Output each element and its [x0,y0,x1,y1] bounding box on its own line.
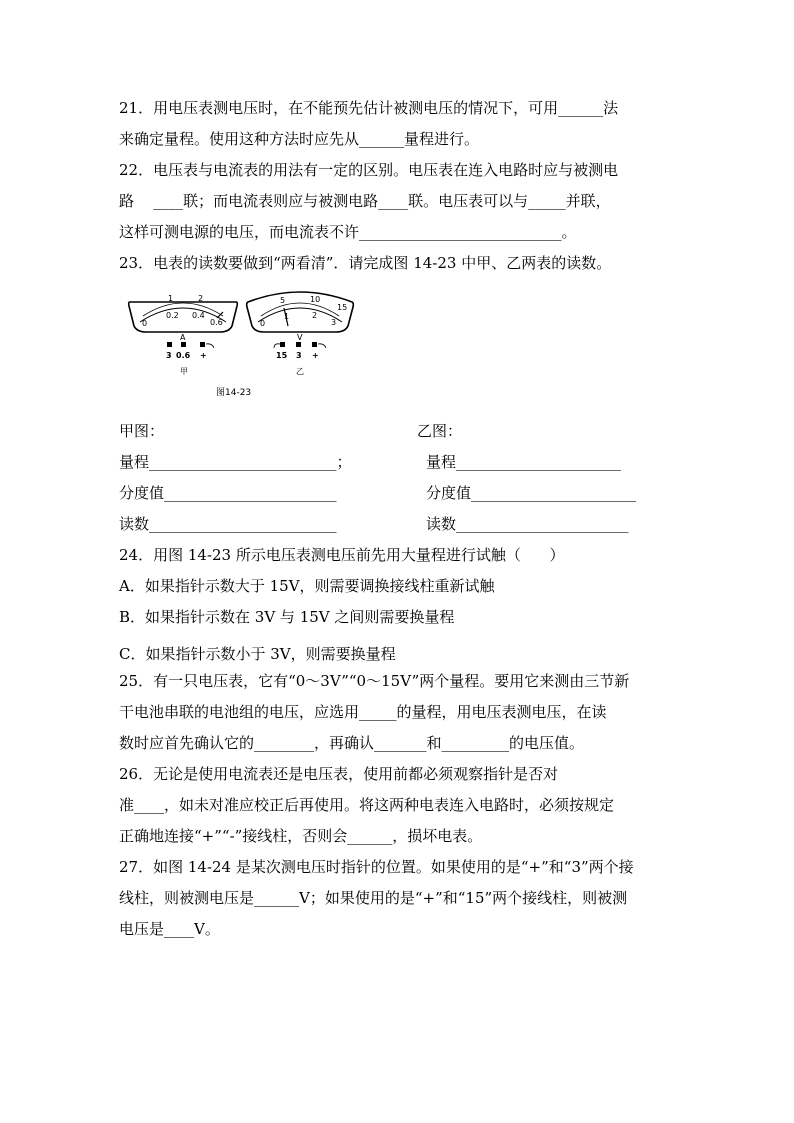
q22-text-1: 22．电压表与电流表的用法有一定的区别。电压表在连入电路时应与被测电 [119,161,619,179]
q22-text-2: 路 ____联；而电流表则应与被测电路____联。电压表可以与_____并联， [119,192,611,210]
voltmeter-top-label-1: 5 [280,296,286,305]
q25-text-1: 25．有一只电压表，它有“0～3V”“0～15V”两个量程。要用它来测由三节新 [119,672,630,690]
q23-text-1: 23．电表的读数要做到“两看清”．请完成图 14-23 中甲、乙两表的读数。 [119,254,612,272]
q21-text-1: 21．用电压表测电压时，在不能预先估计被测电压的情况下，可用______法 [119,99,619,117]
jia-reading [119,514,337,534]
jia-range-text: 量程_________________________； [119,453,352,471]
q22-line-1 [119,160,618,180]
jia-range [119,452,352,472]
ammeter-terminal-label-1: 3 [166,351,172,360]
ammeter-label: 甲 [180,367,188,376]
yi-division-text: 分度值______________________ [426,484,637,502]
voltmeter-terminal-plus [312,342,317,347]
yi-reading [426,514,629,534]
voltmeter-bottom-label-2: 1 [284,312,290,321]
ammeter-unit: A [180,333,186,342]
voltmeter-bottom-label-4: 3 [331,318,337,327]
meter-figure-svg [124,288,364,398]
q26-line-2 [119,795,614,815]
q26-line-1 [119,764,558,784]
jia-heading-text: 甲图： [119,422,165,440]
q24-option-b [119,607,454,627]
yi-range-text: 量程______________________ [426,453,622,471]
ammeter-top-label-2: 2 [198,294,204,303]
ammeter-wire [206,344,214,348]
yi-range [426,452,621,472]
ammeter-bottom-label-2: 0.2 [166,311,179,320]
ammeter-bottom-label-3: 0.4 [192,311,205,320]
voltmeter-terminal-15 [280,342,285,347]
meter-figure [124,288,364,398]
q26-text-2: 准____，如未对准应校正后再使用。将这两种电表连入电路时，必须按规定 [119,796,615,814]
q24-option-c [119,644,396,664]
q25-text-2: 干电池串联的电池组的电压，应选用_____的量程，用电压表测电压，在读 [119,703,607,721]
q26-text-3: 正确地连接“+”“-”接线柱，否则会______，损坏电表。 [119,827,483,845]
jia-division-text: 分度值_______________________ [119,484,337,502]
voltmeter-yi [247,292,354,376]
jia-heading [119,421,164,441]
q24-option-a [119,576,495,596]
q22-line-2 [119,191,611,211]
voltmeter-label: 乙 [296,367,304,376]
voltmeter-unit: V [297,333,303,342]
voltmeter-top-label-2: 10 [310,295,321,304]
ammeter-terminal-label-3: + [200,351,207,360]
figure-caption: 图14-23 [216,388,252,398]
q25-line-1 [119,671,629,691]
q27-line-3 [119,919,220,939]
yi-division [426,483,636,503]
q24-option-c-text: C．如果指针示数小于 3V，则需要换量程 [119,645,396,663]
voltmeter-wire-right [318,344,326,348]
q25-text-3: 数时应首先确认它的________，再确认_______和_________的电压值。 [119,734,585,752]
q24-option-b-text: B．如果指针示数在 3V 与 15V 之间则需要换量程 [119,608,455,626]
ammeter-jia [129,294,238,376]
voltmeter-terminal-label-1: 15 [276,351,288,360]
q27-text-2: 线柱，则被测电压是______V；如果使用的是“+”和“15”两个接线柱，则被测 [119,889,628,907]
jia-reading-text: 读数_________________________ [119,515,337,533]
ammeter-terminal-3 [167,342,172,347]
q27-text-1: 27．如图 14-24 是某次测电压时指针的位置。如果使用的是“+”和“3”两个接 [119,858,634,876]
q27-text-3: 电压是____V。 [119,920,220,938]
ammeter-terminal-plus [200,342,205,347]
q21-line-1 [119,98,618,118]
voltmeter-bottom-label-1: 0 [260,319,266,328]
ammeter-bottom-label-1: 0 [142,319,148,328]
ammeter-top-label-1: 1 [168,294,174,303]
q25-line-3 [119,733,584,753]
ammeter-bottom-label-4: 0.6 [210,318,223,327]
voltmeter-terminal-label-2: 3 [296,351,302,360]
ammeter-terminal-06 [181,342,186,347]
yi-reading-text: 读数_______________________ [426,515,629,533]
q26-line-3 [119,826,482,846]
q25-line-2 [119,702,607,722]
q22-line-3 [119,222,577,242]
q23-line-1 [119,253,611,273]
voltmeter-terminal-3 [296,342,301,347]
yi-heading-text: 乙图： [417,422,463,440]
q26-text-1: 26．无论是使用电流表还是电压表，使用前都必须观察指针是否对 [119,765,559,783]
q24-text-1: 24．用图 14-23 所示电压表测电压前先用大量程进行试触（ ） [119,546,565,564]
voltmeter-terminal-label-3: + [312,351,319,360]
q22-text-3: 这样可测电源的电压，而电流表不许___________________________。 [119,223,577,241]
ammeter-terminal-label-2: 0.6 [176,351,191,360]
q24-line-1 [119,545,564,565]
voltmeter-bottom-label-3: 2 [312,311,318,320]
voltmeter-wire-left [274,344,280,348]
voltmeter-top-label-3: 15 [337,303,348,312]
q21-text-2: 来确定量程。使用这种方法时应先从______量程进行。 [119,130,480,148]
q24-option-a-text: A．如果指针示数大于 15V，则需要调换接线柱重新试触 [119,577,495,595]
jia-division [119,483,337,503]
q21-line-2 [119,129,479,149]
q27-line-2 [119,888,627,908]
q27-line-1 [119,857,634,877]
yi-heading [417,421,462,441]
